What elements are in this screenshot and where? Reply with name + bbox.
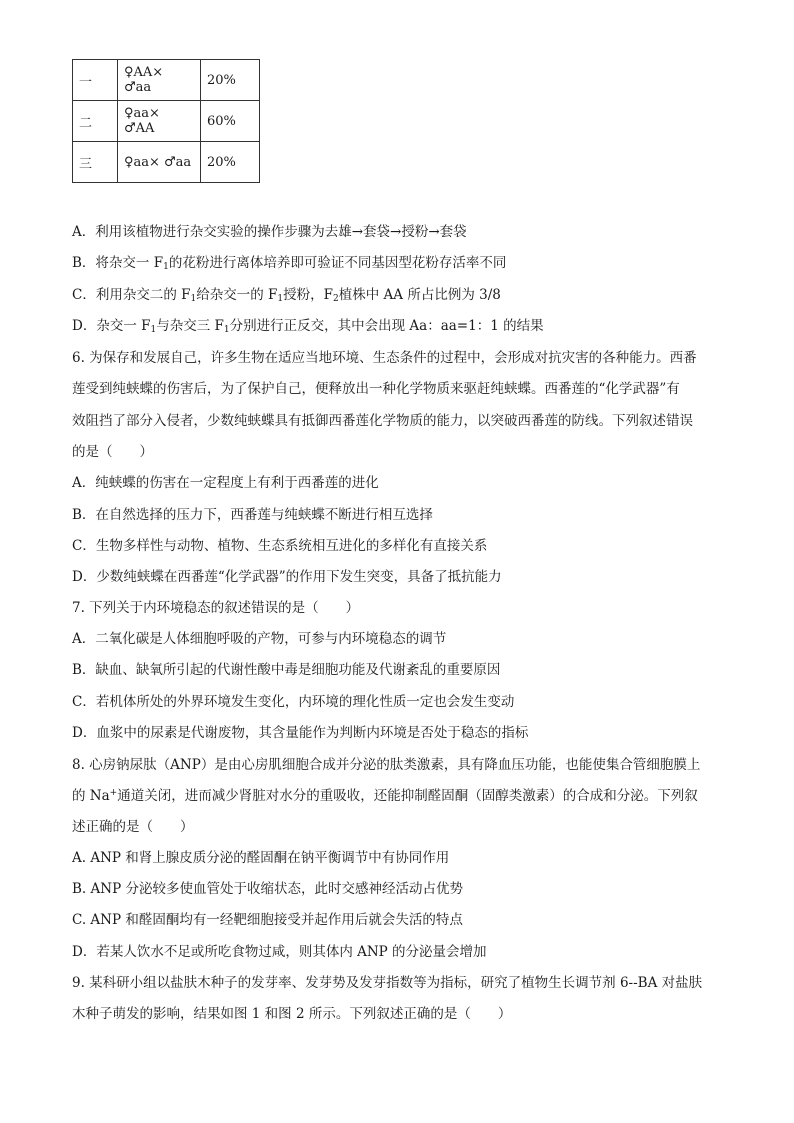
text: 授粉，F — [283, 287, 334, 303]
text: 植株中 AA 所占比例为 3/8 — [338, 287, 501, 303]
cross-parents: ♀AA× ♂aa — [118, 60, 201, 101]
q8-option-c: C. ANP 和醛固酮均有一经靶细胞接受并起作用后就会失活的特点 — [72, 912, 463, 928]
cross-id: 三 — [73, 142, 118, 183]
q8-option-b: B. ANP 分泌较多使血管处于收缩状态，此时交感神经活动占优势 — [72, 881, 463, 897]
cross-table — [72, 59, 260, 183]
subscript: 1 — [277, 294, 284, 304]
q6-stem-line: 效阻挡了部分入侵者，少数纯蛱蝶具有抵御西番莲化学物质的能力，以突破西番莲的防线。下列叙述错误 — [72, 413, 693, 429]
cross-id: 二 — [73, 101, 118, 142]
table-row — [73, 101, 260, 142]
text: D．杂交一 F — [72, 318, 151, 334]
q8-stem-line: 8. 心房钠尿肽（ANP）是由心房肌细胞合成并分泌的肽类激素，具有降血压功能，也能使集合管细胞膜上 — [72, 757, 701, 773]
subscript: 1 — [150, 325, 157, 335]
q5-option-c — [72, 285, 501, 305]
superscript: + — [109, 788, 118, 798]
q9-stem-line: 9. 某科研小组以盐肤木种子的发芽率、发芽势及发芽指数等为指标，研究了植物生长调节剂 6--BA 对盐肤 — [72, 975, 703, 991]
q7-option-c: C．若机体所处的外界环境发生变化，内环境的理化性质一定也会发生变动 — [72, 694, 515, 710]
text: 给杂交一的 F — [196, 287, 278, 303]
text: 的 Na — [72, 788, 110, 804]
q6-stem-line: 6. 为保存和发展自己，许多生物在适应当地环境、生态条件的过程中，会形成对抗灾害的各种能力。西番 — [72, 350, 697, 366]
q8-stem-line — [72, 786, 698, 806]
q5-option-d — [72, 316, 544, 336]
q6-option-d: D．少数纯蛱蝶在西番莲“化学武器”的作用下发生突变，具备了抵抗能力 — [72, 569, 502, 585]
table-row — [73, 60, 260, 101]
q6-option-c: C．生物多样性与动物、植物、生态系统相互进化的多样化有直接关系 — [72, 538, 488, 554]
cross-parents: ♀aa× ♂AA — [118, 101, 201, 142]
subscript: 1 — [163, 262, 169, 272]
text: 的花粉进行离体培养即可验证不同基因型花粉存活率不同 — [168, 255, 507, 271]
q9-stem-line: 木种子萌发的影响，结果如图 1 和图 2 所示。下列叙述正确的是（ ） — [72, 1006, 512, 1022]
q6-stem-line: 莲受到纯蛱蝶的伤害后，为了保护自己，便释放出一种化学物质来驱赶纯蛱蝶。西番莲的“化学武器”有 — [72, 381, 680, 397]
cross-ratio: 20% — [201, 142, 260, 183]
cross-ratio: 20% — [201, 60, 260, 101]
cross-id: 一 — [73, 60, 118, 101]
q7-option-a: A．二氧化碳是人体细胞呼吸的产物，可参与内环境稳态的调节 — [72, 631, 447, 647]
text: B．将杂交一 F — [72, 255, 164, 271]
subscript: 1 — [223, 325, 230, 335]
cross-ratio: 60% — [201, 101, 260, 142]
q8-option-d: D．若某人饮水不足或所吃食物过咸，则其体内 ANP 的分泌量会增加 — [72, 944, 487, 960]
q5-option-b — [72, 253, 506, 273]
cross-parents: ♀aa× ♂aa — [118, 142, 201, 183]
q6-stem-line: 的是（ ） — [72, 444, 153, 460]
subscript: 2 — [333, 294, 339, 304]
text: 分别进行正反交，其中会出现 Aa：aa=1：1 的结果 — [229, 318, 544, 334]
q6-option-a: A．纯蛱蝶的伤害在一定程度上有利于西番莲的进化 — [72, 475, 379, 491]
text: 与杂交三 F — [156, 318, 224, 334]
q7-stem: 7. 下列关于内环境稳态的叙述错误的是（ ） — [72, 600, 360, 616]
subscript: 1 — [190, 294, 197, 304]
text: 通道关闭，进而减少肾脏对水分的重吸收，还能抑制醛固酮（固醇类激素）的合成和分泌。下列叙 — [117, 788, 698, 804]
q8-stem-line: 述正确的是（ ） — [72, 819, 194, 835]
q5-option-a: A．利用该植物进行杂交实验的操作步骤为去雄→套袋→授粉→套袋 — [72, 224, 467, 240]
text: C．利用杂交二的 F — [72, 287, 191, 303]
table-row — [73, 142, 260, 183]
q6-option-b: B．在自然选择的压力下，西番莲与纯蛱蝶不断进行相互选择 — [72, 507, 433, 523]
q7-option-b: B．缺血、缺氧所引起的代谢性酸中毒是细胞功能及代谢紊乱的重要原因 — [72, 662, 501, 678]
q7-option-d: D．血浆中的尿素是代谢废物，其含量能作为判断内环境是否处于稳态的指标 — [72, 725, 529, 741]
q8-option-a: A. ANP 和肾上腺皮质分泌的醛固酮在钠平衡调节中有协同作用 — [72, 850, 450, 866]
